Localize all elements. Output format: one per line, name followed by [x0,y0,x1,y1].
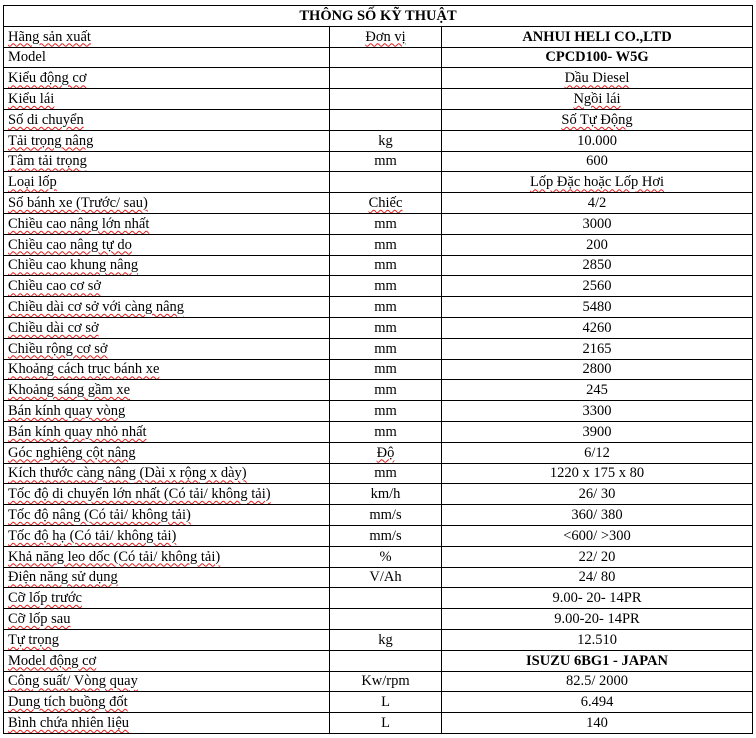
spec-name-cell-text: Số bánh xe (Trước/ sau) [8,195,148,212]
table-row [4,234,753,255]
table-row [4,89,753,110]
spec-value-cell [442,213,753,234]
spec-name-cell [4,609,330,630]
spec-unit-cell-text: mm [374,257,397,274]
spec-value-cell [442,629,753,650]
table-row [4,525,753,546]
spec-name-cell-text: Chiều rộng cơ sở [8,340,108,357]
spec-unit-cell [330,401,442,422]
table-row [4,26,753,47]
spec-name-cell [4,151,330,172]
spec-name-cell [4,525,330,546]
spec-name-cell [4,401,330,422]
spec-value-cell-text: 26/ 30 [578,486,616,503]
table-row [4,588,753,609]
spec-name-cell-text: Điện năng sử dụng [8,569,118,586]
spec-unit-cell-text: Độ [376,444,395,461]
spec-value-cell [442,463,753,484]
spec-name-cell [4,297,330,318]
spec-name-cell [4,713,330,734]
spec-name-cell-text: Góc nghiêng cột nâng [8,444,136,461]
spec-name-cell [4,68,330,89]
spec-value-cell [442,193,753,214]
spec-value-cell [442,234,753,255]
spec-name-cell-text: Chiều cao cơ sở [8,278,102,295]
spec-value-cell-text: 2800 [582,361,612,378]
spec-value-cell [442,421,753,442]
table-row [4,650,753,671]
spec-body [4,26,753,733]
spec-unit-cell-text: mm [374,215,397,232]
spec-unit-cell-text: km/h [370,486,401,503]
spec-value-cell [442,276,753,297]
spec-name-cell [4,588,330,609]
spec-unit-cell-text: Chiếc [368,195,403,212]
spec-name-cell [4,276,330,297]
spec-name-cell-text: Tự trọng [8,631,59,648]
table-row [4,567,753,588]
table-row [4,338,753,359]
spec-name-cell-text: Số di chuyển [8,111,84,128]
table-row [4,359,753,380]
spec-name-cell-text: Công suất/ Vòng quay [8,673,138,690]
table-row [4,442,753,463]
spec-unit-cell [330,567,442,588]
spec-unit-cell [330,338,442,359]
spec-value-cell [442,671,753,692]
spec-value-cell-text: 4260 [582,319,612,336]
table-row [4,172,753,193]
spec-value-cell-text: 1220 x 175 x 80 [549,465,645,482]
spec-name-cell [4,442,330,463]
spec-unit-cell-text: mm [374,340,397,357]
spec-name-cell-text: Khả năng leo dốc (Có tải/ không tải) [8,548,221,565]
table-row [4,546,753,567]
spec-unit-cell-text: % [379,548,392,565]
table-row [4,421,753,442]
table-row [4,151,753,172]
spec-unit-cell [330,442,442,463]
spec-value-cell [442,89,753,110]
spec-unit-cell-text: mm [374,153,397,170]
spec-name-cell-text: Chiều cao nâng lớn nhất [8,215,150,232]
spec-unit-cell [330,213,442,234]
spec-value-cell [442,47,753,68]
spec-value-cell-text: ISUZU 6BG1 - JAPAN [526,652,668,669]
spec-value-cell-text: <600/ >300 [563,527,631,544]
spec-name-cell-text: Kích thước càng nâng (Dài x rộng x dày) [8,465,247,482]
spec-unit-cell-text: L [381,714,390,731]
spec-name-cell [4,692,330,713]
spec-value-cell-text: 22/ 20 [578,548,616,565]
spec-name-cell [4,255,330,276]
spec-value-cell-text: 82.5/ 2000 [565,673,629,690]
spec-value-cell [442,525,753,546]
table-row [4,255,753,276]
spec-name-cell-text: Chiều cao khung nâng [8,257,139,274]
spec-unit-cell-text: mm [374,423,397,440]
spec-unit-cell-text: V/Ah [369,569,402,586]
spec-name-cell [4,421,330,442]
spec-name-cell-text: Cỡ lốp trước [8,590,82,607]
spec-name-cell [4,213,330,234]
spec-name-cell-text: Dung tích buồng đốt [8,694,128,711]
spec-name-cell-text: Loại lốp [8,174,57,191]
spec-value-cell [442,484,753,505]
spec-name-cell [4,484,330,505]
spec-unit-cell [330,692,442,713]
spec-value-cell-text: CPCD100- W5G [545,49,649,66]
spec-value-cell-text: 5480 [582,299,612,316]
spec-name-cell-text: Chiều dài cơ sở với càng nâng [8,299,185,316]
spec-value-cell-text: 2560 [582,278,612,295]
spec-name-cell [4,505,330,526]
spec-value-cell [442,338,753,359]
spec-value-cell-text: Ngồi lái [573,91,621,108]
spec-value-cell [442,650,753,671]
table-row [4,401,753,422]
spec-name-cell-text: Chiều dài cơ sở [8,319,99,336]
spec-value-cell-text: 6/12 [584,444,610,461]
spec-name-cell-text: Tốc độ di chuyển lớn nhất (Có tải/ không tải) [8,486,271,503]
spec-value-cell [442,151,753,172]
spec-name-cell-text: Tâm tải trọng [8,153,87,170]
spec-unit-cell [330,380,442,401]
spec-name-cell [4,47,330,68]
table-row [4,68,753,89]
spec-value-cell-text: 6.494 [580,694,614,711]
spec-value-cell-text: 10.000 [577,132,617,149]
spec-value-cell-text: 2850 [582,257,612,274]
spec-value-cell-text: 4/2 [587,195,607,212]
spec-value-cell [442,713,753,734]
spec-unit-cell [330,26,442,47]
spec-unit-cell-text: kg [378,631,393,648]
spec-value-cell [442,297,753,318]
table-title: THÔNG SỐ KỸ THUẬT [4,6,753,27]
spec-unit-cell [330,421,442,442]
table-row [4,671,753,692]
spec-unit-cell [330,588,442,609]
spec-name-cell [4,172,330,193]
spec-value-cell-text: 245 [586,382,608,399]
spec-unit-cell [330,109,442,130]
spec-unit-cell [330,317,442,338]
spec-value-cell-text: 600 [586,153,608,170]
spec-value-cell-text: Lốp Đặc hoặc Lốp Hơi [529,174,665,191]
spec-name-cell [4,130,330,151]
spec-value-cell [442,172,753,193]
spec-value-cell-text: 3000 [582,215,612,232]
spec-value-cell [442,130,753,151]
spec-unit-cell-text: Kw/rpm [361,673,410,690]
spec-unit-cell-text: mm [374,299,397,316]
spec-unit-cell [330,130,442,151]
spec-unit-cell-text: mm [374,319,397,336]
table-row [4,629,753,650]
table-row [4,609,753,630]
spec-unit-cell [330,297,442,318]
spec-name-cell-text: Kiểu lái [8,91,55,108]
spec-unit-cell [330,629,442,650]
spec-unit-cell [330,255,442,276]
table-row [4,692,753,713]
spec-value-cell-text: 3300 [582,403,612,420]
spec-table [3,5,753,734]
spec-value-cell [442,68,753,89]
spec-value-cell-text: Số Tự Động [561,111,633,128]
spec-unit-cell-text: mm [374,465,397,482]
spec-unit-cell [330,546,442,567]
spec-value-cell-text: ANHUI HELI CO.,LTD [522,28,672,45]
spec-value-cell-text: 140 [586,714,608,731]
spec-name-cell [4,567,330,588]
spec-unit-cell [330,650,442,671]
spec-name-cell [4,89,330,110]
spec-name-cell-text: Model [8,49,46,66]
table-row [4,276,753,297]
spec-unit-cell [330,671,442,692]
spec-unit-cell [330,505,442,526]
spec-name-cell [4,109,330,130]
spec-name-cell [4,380,330,401]
table-row [4,713,753,734]
spec-value-cell [442,359,753,380]
spec-value-cell-text: 12.510 [577,631,617,648]
spec-unit-cell [330,151,442,172]
spec-name-cell [4,26,330,47]
spec-value-cell [442,26,753,47]
spec-unit-cell [330,172,442,193]
spec-name-cell-text: Cỡ lốp sau [8,611,71,627]
spec-unit-cell [330,193,442,214]
spec-value-cell [442,692,753,713]
spec-unit-cell-text: mm [374,236,397,253]
spec-name-cell-text: Bình chứa nhiên liệu [8,714,130,731]
spec-unit-cell-text: L [381,694,390,711]
spec-unit-cell [330,89,442,110]
table-row [4,463,753,484]
spec-name-cell-text: Hãng sản xuất [8,28,91,45]
spec-name-cell [4,317,330,338]
spec-name-cell [4,234,330,255]
spec-name-cell-text: Bán kính quay vòng [8,403,126,420]
title-row [4,6,753,27]
spec-value-cell [442,546,753,567]
spec-unit-cell-text: mm [374,403,397,420]
spec-name-cell-text: Bán kính quay nhỏ nhất [8,423,147,440]
table-row [4,130,753,151]
spec-name-cell [4,338,330,359]
spec-unit-cell-text: mm [374,278,397,295]
table-row [4,213,753,234]
table-row [4,505,753,526]
spec-name-cell [4,629,330,650]
spec-value-cell-text: 24/ 80 [578,569,616,586]
spec-unit-cell [330,276,442,297]
table-row [4,317,753,338]
spec-value-cell-text: 9.00- 20- 14PR [552,590,642,607]
spec-unit-cell [330,484,442,505]
spec-unit-cell [330,713,442,734]
spec-name-cell [4,463,330,484]
table-row [4,193,753,214]
spec-unit-cell-text: mm/s [369,527,402,544]
spec-value-cell-text: 3900 [582,423,612,440]
spec-unit-cell [330,359,442,380]
spec-unit-cell-text: mm/s [369,507,402,524]
spec-value-cell [442,255,753,276]
spec-name-cell-text: Khoảng sáng gầm xe [8,382,131,399]
spec-name-cell [4,546,330,567]
table-row [4,484,753,505]
spec-unit-cell [330,68,442,89]
table-row [4,47,753,68]
spec-name-cell-text: Tốc độ hạ (Có tải/ không tải) [8,527,177,544]
table-row [4,380,753,401]
spec-value-cell [442,380,753,401]
spec-value-cell [442,505,753,526]
spec-name-cell-text: Tốc độ nâng (Có tải/ không tải) [8,507,191,524]
spec-unit-cell-text: mm [374,382,397,399]
table-row [4,109,753,130]
spec-value-cell [442,609,753,630]
spec-name-cell [4,671,330,692]
spec-value-cell-text: 360/ 380 [571,507,623,524]
spec-value-cell-text: Dầu Diesel [564,70,630,87]
spec-value-cell-text: 200 [586,236,608,253]
spec-value-cell [442,567,753,588]
spec-value-cell-text: 9.00-20- 14PR [554,611,640,627]
spec-name-cell-text: Model động cơ [8,652,97,669]
spec-unit-cell-text: Đơn vị [365,28,406,45]
spec-unit-cell [330,463,442,484]
table-row [4,297,753,318]
spec-name-cell-text: Tải trọng nâng [8,132,94,149]
spec-name-cell-text: Chiều cao nâng tự do [8,236,132,253]
spec-name-cell [4,359,330,380]
spec-value-cell [442,317,753,338]
spec-value-cell-text: 2165 [582,340,612,357]
spec-name-cell [4,650,330,671]
spec-unit-cell-text: kg [378,132,393,149]
spec-unit-cell [330,47,442,68]
spec-name-cell [4,193,330,214]
spec-value-cell [442,442,753,463]
spec-unit-cell-text: mm [374,361,397,378]
spec-name-cell-text: Kiểu động cơ [8,70,87,87]
spec-unit-cell [330,525,442,546]
spec-unit-cell [330,234,442,255]
spec-unit-cell [330,609,442,630]
spec-name-cell-text: Khoảng cách trục bánh xe [8,361,160,378]
spec-value-cell [442,588,753,609]
spec-value-cell [442,401,753,422]
spec-value-cell [442,109,753,130]
